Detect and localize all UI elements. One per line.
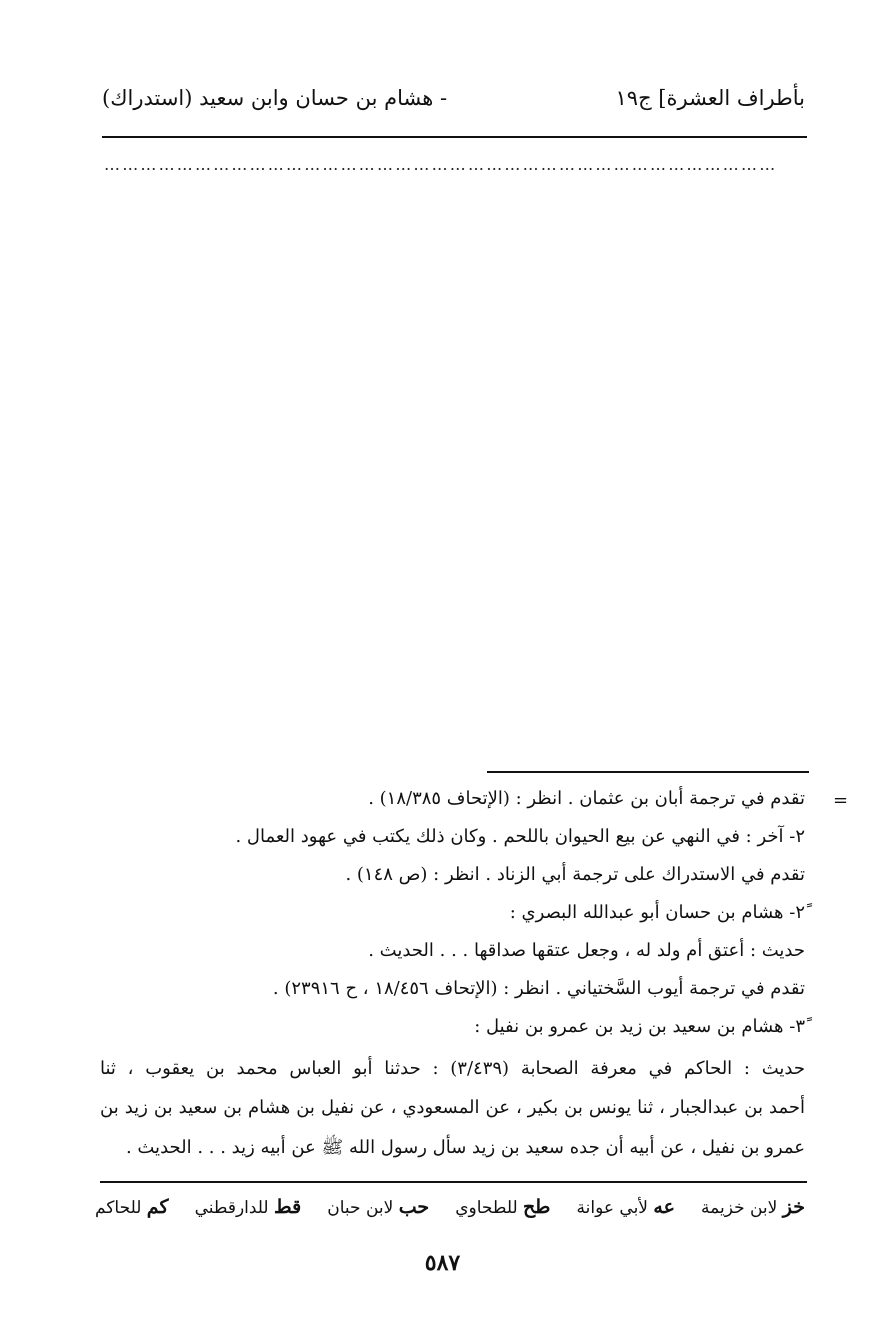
legend-item <box>701 1196 805 1218</box>
running-header-book-title: بأطراف العشرة] ج١٩ <box>615 86 805 110</box>
footnote-line: حديث : الحاكم في معرفة الصحابة (٣/٤٣٩) : حدثنا أبو العباس محمد بن يعقوب ، ثنا <box>100 1058 805 1079</box>
continuation-dots: ………………………………………………………………………………………………… <box>104 155 778 174</box>
footnote-line: أحمد بن عبدالجبار ، ثنا يونس بن بكير ، عن المسعودي ، عن نفيل بن هشام بن سعيد بن زيد بن <box>100 1097 805 1118</box>
legend-item <box>95 1196 168 1218</box>
legend-label: لأبي عوانة <box>576 1198 648 1218</box>
legend-item <box>577 1196 675 1218</box>
footnote-rule <box>487 771 809 773</box>
legend-code: حب <box>398 1196 430 1218</box>
footnote-heading: ٣ً- هشام بن سعيد بن زيد بن عمرو بن نفيل : <box>474 1016 805 1037</box>
footnote-heading: ٢ً- هشام بن حسان أبو عبدالله البصري : <box>509 902 805 923</box>
footnote-line: عمرو بن نفيل ، عن أبيه أن جده سعيد بن زيد سأل رسول الله ﷺ عن أبيه زيد . . . الحديث . <box>125 1137 805 1158</box>
footnote-line: حديث : أعتق أم ولد له ، وجعل عتقها صداقها . . . الحديث . <box>368 940 805 961</box>
footnote-line: تقدم في الاستدراك على ترجمة أبي الزناد . انظر : (ص ١٤٨) . <box>345 864 805 885</box>
page-number: ٥٨٧ <box>424 1250 461 1276</box>
abbreviation-legend <box>95 1196 805 1218</box>
continuation-mark: = <box>833 790 849 811</box>
running-header-section-title: - هشام بن حسان وابن سعيد (استدراك) <box>102 86 448 110</box>
legend-code: طح <box>523 1196 551 1218</box>
legend-label: للطحاوي <box>455 1198 518 1218</box>
legend-item <box>327 1196 429 1218</box>
header-rule <box>102 136 807 138</box>
legend-code: قط <box>274 1196 302 1218</box>
legend-code: عه <box>653 1196 675 1218</box>
legend-label: لابن حبان <box>327 1198 394 1218</box>
footnote-line: تقدم في ترجمة أبان بن عثمان . انظر : (الإتحاف ١٨/٣٨٥) . <box>368 788 805 809</box>
legend-label: لابن خزيمة <box>701 1198 778 1218</box>
legend-rule <box>100 1181 807 1183</box>
legend-code: كم <box>146 1196 169 1218</box>
legend-label: للدارقطني <box>194 1198 269 1218</box>
footnote-line: تقدم في ترجمة أيوب السَّختياني . انظر : (الإتحاف ١٨/٤٥٦ ، ح ٢٣٩١٦) . <box>272 978 805 999</box>
legend-item <box>455 1196 550 1218</box>
legend-code: خز <box>782 1196 805 1218</box>
legend-item <box>195 1196 302 1218</box>
footnote-line: ٢- آخر : في النهي عن بيع الحيوان باللحم . وكان ذلك يكتب في عهود العمال . <box>235 826 805 847</box>
legend-label: للحاكم <box>95 1198 142 1218</box>
